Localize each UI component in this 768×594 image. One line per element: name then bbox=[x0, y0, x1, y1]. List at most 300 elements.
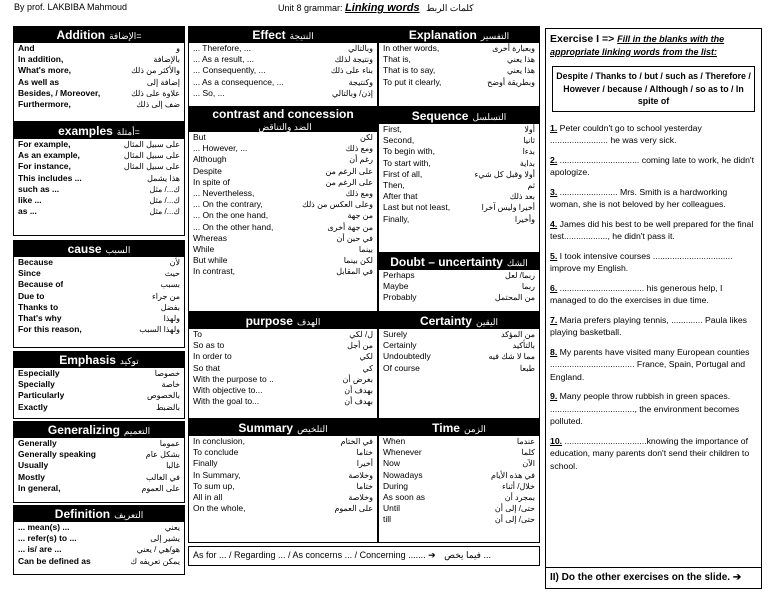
list-item bbox=[14, 368, 184, 379]
linking-word: ... refer(s) to ... bbox=[18, 533, 77, 544]
linking-word: To bbox=[193, 329, 202, 339]
summary-box bbox=[188, 419, 378, 543]
effect-box bbox=[188, 26, 378, 107]
arabic-translation: على العموم bbox=[334, 504, 373, 514]
arabic-translation: ومع ذلك bbox=[345, 144, 373, 154]
list-item bbox=[189, 503, 377, 514]
cause-title bbox=[14, 241, 184, 257]
linking-word: Because bbox=[18, 257, 53, 267]
arabic-translation: على سبيل المثال bbox=[123, 140, 180, 149]
linking-word: Maybe bbox=[383, 281, 409, 292]
addition-title bbox=[14, 27, 184, 43]
purpose-title bbox=[189, 313, 377, 329]
linking-word: First of all, bbox=[383, 168, 423, 179]
author: By prof. LAKBIBA Mahmoud bbox=[14, 2, 128, 12]
linking-word: till bbox=[383, 514, 392, 525]
arabic-translation: ضف إلى ذلك bbox=[136, 100, 180, 110]
definition-title bbox=[14, 506, 184, 522]
linking-word: So as to bbox=[193, 340, 225, 351]
list-item bbox=[14, 206, 184, 217]
doubt-box bbox=[378, 253, 540, 312]
linking-word: Finally, bbox=[383, 213, 410, 224]
linking-word: ... On the one hand, bbox=[193, 210, 269, 221]
explanation-box bbox=[378, 26, 540, 107]
arabic-translation: بشكل عام bbox=[145, 450, 180, 460]
arabic-translation: طبعا bbox=[519, 363, 535, 373]
list-item bbox=[14, 195, 184, 206]
list-item bbox=[14, 99, 184, 110]
arabic-translation: على الرغم من bbox=[325, 166, 373, 176]
linking-word: Furthermore, bbox=[18, 99, 71, 110]
exercise-number: 10. bbox=[550, 435, 563, 446]
linking-word: So that bbox=[193, 362, 220, 373]
examples-title-en: examples bbox=[58, 124, 113, 138]
arabic-translation: على الرغم من bbox=[325, 177, 373, 187]
linking-word: Then, bbox=[383, 180, 405, 191]
list-item bbox=[379, 281, 539, 292]
exercise-item bbox=[550, 250, 757, 275]
arabic-translation: ثانيا bbox=[523, 136, 535, 146]
list-item bbox=[379, 214, 539, 225]
list-item bbox=[189, 177, 377, 188]
arabic-translation: مما لا شك فيه bbox=[488, 352, 535, 362]
arabic-translation: ك.../ مثل bbox=[149, 184, 180, 194]
cause-title-ar: السبب bbox=[105, 245, 131, 255]
slide-instruction: II) Do the other exercises on the slide. ➔ bbox=[545, 567, 762, 589]
arabic-translation: لكن bbox=[360, 133, 373, 142]
exercise-number: 1. bbox=[550, 122, 558, 133]
list-item bbox=[189, 436, 377, 447]
sequence-title bbox=[379, 108, 539, 124]
list-item bbox=[189, 199, 377, 210]
explanation-title-en: Explanation bbox=[408, 28, 477, 42]
arabic-translation: كلما bbox=[521, 448, 535, 458]
arabic-translation: ربما/ لعل bbox=[505, 271, 535, 280]
arabic-translation: ختاما bbox=[356, 481, 373, 491]
list-item bbox=[189, 65, 377, 76]
exercise-sentence: ................................. coming late to work, he didn't apologize. bbox=[550, 154, 754, 177]
list-item bbox=[379, 481, 539, 492]
explanation-title bbox=[379, 27, 539, 43]
list-item bbox=[189, 210, 377, 221]
linking-word: ... On the contrary, bbox=[193, 199, 263, 210]
definition-title-ar: التعريف bbox=[114, 510, 144, 520]
exercise-sentence: Many people throw rubbish in green spaces. ..................................., the environment becomes polluted. bbox=[550, 391, 740, 426]
examples-box bbox=[13, 122, 185, 236]
arabic-translation: يمكن تعريفه ك bbox=[130, 556, 180, 566]
list-item bbox=[379, 436, 539, 447]
list-item bbox=[14, 268, 184, 279]
list-item bbox=[14, 438, 184, 449]
doubt-title bbox=[379, 254, 539, 270]
list-item bbox=[379, 470, 539, 481]
arabic-translation: في حين أن bbox=[336, 233, 373, 243]
linking-word: Particularly bbox=[18, 390, 65, 401]
arabic-translation: هذا يعني bbox=[506, 66, 535, 76]
linking-word: With the goal to... bbox=[193, 396, 260, 407]
arabic-translation: بعد ذلك bbox=[509, 192, 535, 202]
list-item bbox=[379, 447, 539, 458]
summary-title-en: Summary bbox=[238, 421, 294, 435]
list-item bbox=[189, 363, 377, 374]
list-item bbox=[379, 135, 539, 146]
exercise-items bbox=[550, 122, 757, 473]
linking-word: Although bbox=[193, 154, 227, 165]
time-box bbox=[378, 419, 540, 543]
linking-word: Can be defined as bbox=[18, 555, 91, 566]
linking-word: Despite bbox=[193, 165, 222, 176]
summary-title-ar: التلخيص bbox=[297, 424, 328, 434]
effect-title-ar: النتيجة bbox=[289, 31, 314, 41]
linking-word: With the purpose to .. bbox=[193, 373, 274, 384]
arabic-translation: ك.../ مثل bbox=[149, 196, 180, 206]
arabic-translation: يشير إلى bbox=[150, 534, 180, 544]
effect-title-en: Effect bbox=[252, 28, 286, 42]
arabic-translation: بغرض أن bbox=[342, 374, 373, 384]
unit-label: Unit 8 grammar: bbox=[278, 3, 343, 13]
contrast-title-en: contrast and concession bbox=[212, 108, 354, 121]
exercise-sentence: ........................ Mrs. Smith is a hardworking woman, she is not beloved by her colleagues. bbox=[550, 186, 728, 209]
purpose-title-ar: الهدف bbox=[296, 317, 321, 327]
list-item bbox=[14, 544, 184, 555]
linking-word: While bbox=[193, 244, 215, 255]
sequence-title-en: Sequence bbox=[411, 109, 469, 123]
arabic-translation: وخلاصة bbox=[348, 470, 373, 480]
list-item bbox=[14, 279, 184, 290]
list-item bbox=[379, 54, 539, 65]
list-item bbox=[379, 169, 539, 180]
linking-word: After that bbox=[383, 191, 418, 202]
linking-word: Thanks to bbox=[18, 301, 59, 312]
addition-box bbox=[13, 26, 185, 122]
effect-title bbox=[189, 27, 377, 43]
list-item bbox=[379, 503, 539, 514]
linking-word: In Summary, bbox=[193, 469, 241, 480]
cause-title-en: cause bbox=[67, 242, 102, 256]
topic-title-ar: كلمات الربط bbox=[426, 3, 474, 13]
linking-word: To sum up, bbox=[193, 480, 235, 491]
examples-title-ar: أمثلة= bbox=[116, 127, 140, 137]
exercise-item bbox=[550, 314, 757, 339]
linking-word: Of course bbox=[383, 362, 420, 373]
linking-word: That is to say, bbox=[383, 65, 436, 76]
certainty-title bbox=[379, 313, 539, 329]
arabic-translation: عموما bbox=[159, 439, 180, 448]
linking-word: Last but not least, bbox=[383, 202, 451, 213]
exercise-item bbox=[550, 186, 757, 211]
arabic-translation: بهدف أن bbox=[344, 397, 373, 407]
exercise-number: 9. bbox=[550, 391, 558, 401]
linking-word: All in all bbox=[193, 492, 223, 503]
linking-word: ... Nevertheless, bbox=[193, 188, 255, 199]
exercise-sentence: James did his best to be well prepared for the final test.................., he didn't pass it. bbox=[550, 218, 754, 241]
linking-word: To put it clearly, bbox=[383, 76, 442, 87]
linking-word: For instance, bbox=[18, 161, 71, 172]
arabic-translation: إضافة إلى bbox=[146, 77, 180, 87]
linking-word: ... mean(s) ... bbox=[18, 522, 70, 532]
linking-word: In spite of bbox=[193, 176, 230, 187]
list-item bbox=[189, 132, 377, 143]
arabic-translation: بدءا bbox=[522, 147, 535, 157]
linking-word: Mostly bbox=[18, 471, 45, 482]
linking-word: Probably bbox=[383, 292, 417, 303]
list-item bbox=[189, 374, 377, 385]
generalizing-title-en: Generalizing bbox=[47, 423, 120, 437]
linking-word: As well as bbox=[18, 76, 60, 87]
arabic-translation: علاوة على ذلك bbox=[131, 88, 180, 98]
arabic-translation: بناء على ذلك bbox=[330, 66, 373, 76]
list-item bbox=[14, 139, 184, 150]
arabic-translation: إذن/ وبالتالي bbox=[331, 88, 373, 98]
linking-word: Whenever bbox=[383, 447, 422, 458]
list-item bbox=[379, 351, 539, 362]
emphasis-title bbox=[14, 352, 184, 368]
linking-word: Whereas bbox=[193, 232, 228, 243]
arabic-translation: في هذه الأيام bbox=[491, 470, 535, 480]
list-item bbox=[189, 43, 377, 54]
arabic-translation: على العموم bbox=[141, 483, 180, 493]
linking-word: ... On the other hand, bbox=[193, 221, 274, 232]
contrast-title bbox=[189, 108, 377, 132]
linking-word: ... So, ... bbox=[193, 87, 225, 98]
list-item bbox=[189, 166, 377, 177]
arabic-translation: حتى/ إلى أن bbox=[494, 504, 535, 514]
exercise-item bbox=[550, 346, 757, 384]
arabic-translation: بسبب bbox=[160, 280, 180, 290]
list-item bbox=[14, 449, 184, 460]
arabic-translation: عندما bbox=[516, 437, 535, 446]
certainty-box bbox=[378, 312, 540, 419]
arabic-translation: بالإضافة bbox=[153, 55, 180, 65]
list-item bbox=[14, 460, 184, 471]
linking-word: Generally speaking bbox=[18, 449, 96, 460]
linking-word: like ... bbox=[18, 195, 42, 206]
exercise-title bbox=[550, 33, 757, 58]
arabic-translation: خاصة bbox=[161, 380, 180, 390]
list-item bbox=[14, 324, 184, 335]
contrast-box bbox=[188, 107, 378, 312]
arabic-translation: وبطريقة أوضح bbox=[487, 77, 535, 87]
arabic-translation: ومع ذلك bbox=[345, 189, 373, 199]
explanation-title-ar: التفسير bbox=[480, 31, 510, 41]
list-item bbox=[189, 470, 377, 481]
list-item bbox=[379, 191, 539, 202]
linking-word: To start with, bbox=[383, 157, 431, 168]
list-item bbox=[189, 255, 377, 266]
exercise-number: 5. bbox=[550, 250, 558, 261]
arabic-translation: لكن بينما bbox=[343, 256, 373, 266]
list-item bbox=[189, 351, 377, 362]
linking-word: Nowadays bbox=[383, 469, 423, 480]
linking-word: ... As a consequence, ... bbox=[193, 76, 284, 87]
linking-word: Especially bbox=[18, 368, 60, 378]
list-item bbox=[14, 173, 184, 184]
arabic-translation: أولا وقبل كل شيء bbox=[474, 169, 535, 179]
exercise-sentence: Maria prefers playing tennis, ............. Paula likes playing basketball. bbox=[550, 314, 748, 337]
list-item bbox=[379, 77, 539, 88]
exercise-sentence: I took intensive courses ................................. improve my English. bbox=[550, 250, 733, 273]
list-item bbox=[14, 390, 184, 401]
arabic-translation: بالتأكيد bbox=[512, 341, 535, 351]
linking-word: Until bbox=[383, 503, 401, 514]
purpose-box bbox=[188, 312, 378, 419]
arabic-translation: من المحتمل bbox=[494, 293, 535, 303]
list-item bbox=[14, 291, 184, 302]
arabic-translation: ونتيجة لذلك bbox=[334, 55, 373, 65]
linking-word: ... is/ are ... bbox=[18, 544, 62, 555]
list-item bbox=[379, 329, 539, 340]
list-item bbox=[14, 402, 184, 413]
linking-word: But bbox=[193, 132, 206, 142]
exercise-item bbox=[550, 435, 757, 473]
linking-word: This includes ... bbox=[18, 172, 82, 183]
list-item bbox=[189, 396, 377, 407]
arabic-translation: بهدف أن bbox=[344, 386, 373, 396]
arabic-translation: من جهة bbox=[347, 211, 373, 221]
list-item bbox=[14, 533, 184, 544]
linking-word: Exactly bbox=[18, 401, 48, 412]
list-item bbox=[379, 340, 539, 351]
emphasis-box bbox=[13, 351, 185, 419]
exercise-sentence: My parents have visited many European counties ................................... France, Spain, Portugal and England. bbox=[550, 346, 750, 382]
emphasis-title-en: Emphasis bbox=[59, 353, 116, 367]
list-item bbox=[14, 77, 184, 88]
linking-word: In other words, bbox=[383, 43, 440, 53]
addition-title-en: Addition bbox=[56, 28, 106, 42]
arabic-translation: وبعبارة أخرى bbox=[492, 44, 535, 53]
arabic-translation: هذا يشمل bbox=[147, 173, 180, 183]
time-title-ar: الزمن bbox=[463, 424, 486, 434]
linking-word: To conclude bbox=[193, 447, 239, 458]
exercise-item bbox=[550, 390, 757, 428]
linking-word: such as ... bbox=[18, 183, 60, 194]
arabic-translation: لأن bbox=[169, 258, 180, 267]
arabic-translation: لكي bbox=[359, 352, 373, 362]
examples-title bbox=[14, 123, 184, 139]
arabic-translation: بالخصوص bbox=[146, 391, 180, 401]
arabic-translation: و bbox=[176, 44, 180, 53]
linking-word: ... Therefore, ... bbox=[193, 43, 251, 53]
list-item bbox=[14, 522, 184, 533]
arabic-translation: أخيرا وليس آخرا bbox=[481, 203, 535, 213]
linking-word: as ... bbox=[18, 206, 37, 217]
list-item bbox=[379, 492, 539, 503]
list-item bbox=[14, 150, 184, 161]
list-item bbox=[14, 65, 184, 76]
exercise-sentence: Peter couldn't go to school yesterday ........................ he was very sick. bbox=[550, 122, 702, 145]
list-item bbox=[189, 154, 377, 165]
exercise-instruction: Fill in the blanks with the appropriate linking words from the list: bbox=[550, 34, 725, 57]
list-item bbox=[379, 363, 539, 374]
list-item bbox=[14, 302, 184, 313]
linking-word: Usually bbox=[18, 460, 49, 471]
list-item bbox=[189, 385, 377, 396]
arabic-translation: رغم أن bbox=[349, 155, 373, 165]
definition-title-en: Definition bbox=[54, 507, 111, 521]
list-item bbox=[189, 481, 377, 492]
arabic-translation: والأكثر من ذلك bbox=[131, 66, 180, 76]
arabic-translation: وأخيرا bbox=[514, 214, 535, 224]
doubt-title-ar: الشك bbox=[506, 258, 528, 268]
linking-word: In contrast, bbox=[193, 266, 236, 277]
list-item bbox=[14, 313, 184, 324]
regarding-box bbox=[188, 546, 540, 566]
exercise-sentence: ................................... his generous help, I managed to do the exercises in due time. bbox=[550, 282, 723, 305]
list-item bbox=[189, 340, 377, 351]
contrast-title-ar: الضد والتناقض bbox=[258, 122, 312, 132]
arabic-translation: على سبيل المثال bbox=[123, 162, 180, 172]
arabic-translation: ختاما bbox=[356, 448, 373, 458]
arabic-translation: بينما bbox=[358, 245, 373, 255]
arabic-translation: يعني bbox=[164, 523, 180, 532]
linking-word: Now bbox=[383, 458, 401, 469]
linking-word: As soon as bbox=[383, 492, 426, 503]
linking-word: Certainly bbox=[383, 340, 417, 351]
linking-word: For example, bbox=[18, 139, 71, 149]
purpose-title-en: purpose bbox=[245, 314, 293, 328]
linking-word: Besides, / Moreover, bbox=[18, 87, 101, 98]
linking-word: Surely bbox=[383, 329, 408, 339]
list-item bbox=[379, 458, 539, 469]
topic-title: Linking words bbox=[345, 2, 420, 14]
exercise-number: 3. bbox=[550, 186, 558, 197]
linking-word: That is, bbox=[383, 54, 411, 65]
arabic-translation: كي bbox=[362, 363, 373, 373]
arabic-translation: ل/ لكي bbox=[349, 330, 373, 339]
list-item bbox=[379, 124, 539, 135]
list-item bbox=[379, 514, 539, 525]
arabic-translation: أخيرا bbox=[356, 459, 373, 469]
list-item bbox=[14, 43, 184, 54]
arabic-translation: وبالتالي bbox=[348, 44, 373, 53]
list-item bbox=[189, 222, 377, 233]
exercise-item bbox=[550, 122, 757, 147]
arabic-translation: من جراء bbox=[152, 291, 180, 301]
doubt-title-en: Doubt – uncertainty bbox=[390, 255, 503, 269]
list-item bbox=[189, 188, 377, 199]
arabic-translation: بفضل bbox=[160, 302, 180, 312]
list-item bbox=[14, 161, 184, 172]
exercise-item bbox=[550, 154, 757, 179]
arabic-translation: بداية bbox=[519, 158, 535, 168]
definition-box bbox=[13, 505, 185, 575]
list-item bbox=[14, 556, 184, 567]
arabic-translation: غالبا bbox=[166, 461, 180, 471]
exercise-number: 4. bbox=[550, 218, 558, 229]
arabic-translation: ربما bbox=[521, 282, 535, 292]
linking-word: ... However, ... bbox=[193, 143, 248, 154]
list-item bbox=[189, 233, 377, 244]
list-item bbox=[379, 270, 539, 281]
arabic-translation: من أجل bbox=[347, 341, 373, 351]
linking-word: Due to bbox=[18, 290, 45, 301]
arabic-translation: من جهة أخرى bbox=[327, 222, 373, 232]
exercise-number: 2. bbox=[550, 154, 558, 165]
linking-word: Specially bbox=[18, 379, 55, 390]
linking-word: First, bbox=[383, 124, 402, 134]
arabic-translation: هو/هي / يعني bbox=[136, 545, 180, 555]
linking-word: Perhaps bbox=[383, 270, 415, 280]
exercise-number: 8. bbox=[550, 346, 558, 357]
sequence-title-ar: التسلسل bbox=[472, 112, 507, 122]
linking-word: On the whole, bbox=[193, 503, 246, 514]
regarding-text: As for ... / Regarding ... / As concerns ... / Concerning ....... ➔ bbox=[193, 550, 436, 560]
list-item bbox=[189, 329, 377, 340]
list-item bbox=[379, 65, 539, 76]
arabic-translation: ك.../ مثل bbox=[149, 207, 180, 217]
exercise-label: Exercise I => bbox=[550, 33, 615, 45]
linking-word: Generally bbox=[18, 438, 57, 448]
